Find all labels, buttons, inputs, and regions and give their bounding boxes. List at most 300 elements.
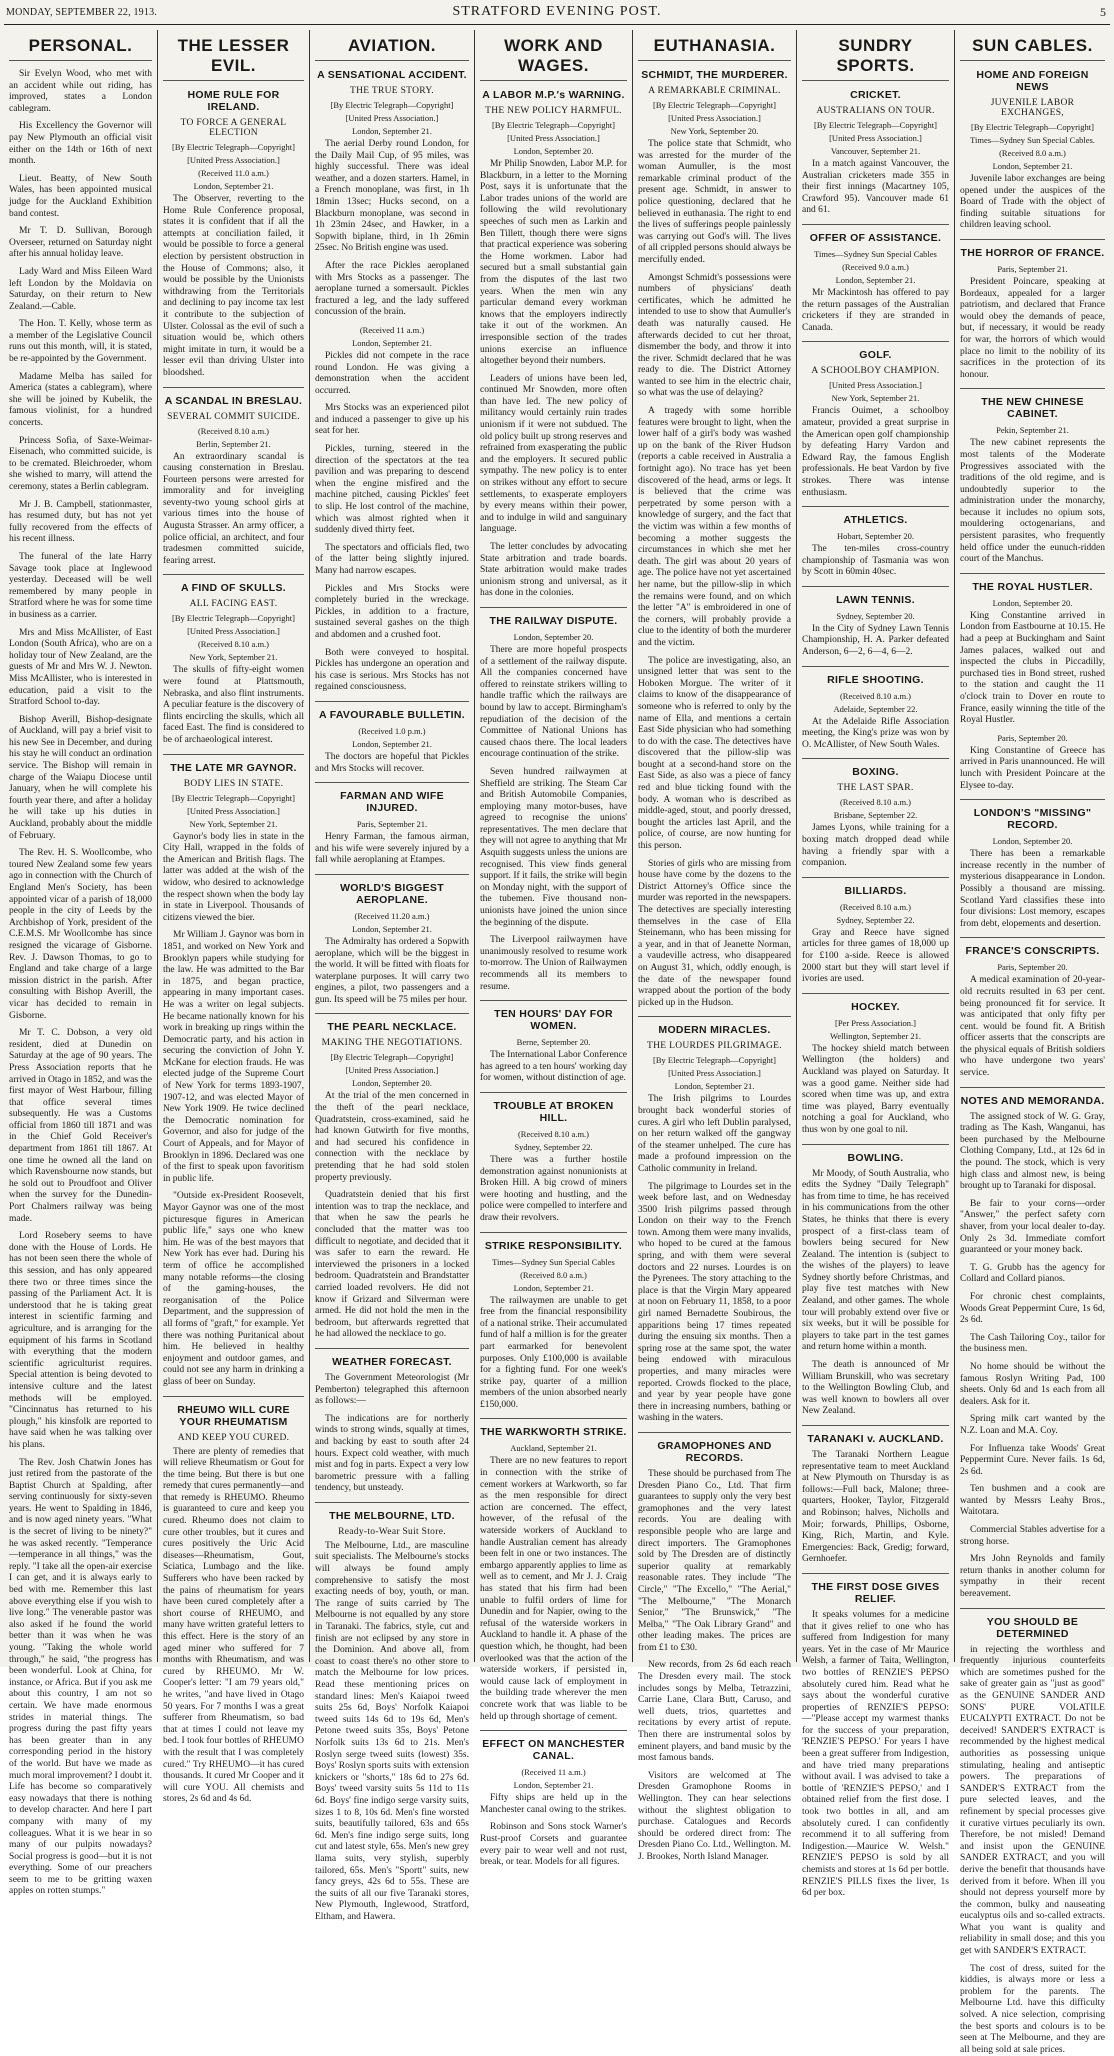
article-headline: WORLD'S BIGGEST AEROPLANE. [340,881,444,906]
dateline: London, September 21. [193,181,274,191]
article-subheading: THE NEW POLICY HARMFUL. [485,106,622,116]
article-paragraph: Mrs and Miss McAllister, of East London (South Africa), who are on a holiday tour of New Zealand, are the guests of Mr and Mrs W. J. Newton. Miss McAllister, who is interested in education, paid a visit to the Stratford School to-day. [9,627,152,708]
article-headline: THE HORROR OF FRANCE. [960,246,1105,259]
article-paragraph: The police state that Schmidt, who was arrested for the murder of the woman Aumuller, is the most remarkable criminal product of the present age. Schmidt, in answer to police questioning, declared that he believed in euthanasia. The right to end the lives of sufferings people painlessly was carrying out God's will. The lives of all crippled persons should always be mercifully ended. [638,139,791,265]
article [802,877,949,986]
article-paragraph: The aerial Derby round London, for the Daily Mail Cup, of 95 miles, was highly successful. There was ideal weather, and a dozen starters. Hamel, in a French monoplane, was first, in 1h 18min 13sec; Hucks second, on a Blackburn monoplane, was second in 1h 23min 24sec, and Hawker, in a Sopwith biplane, third, in 1h 26min 25sec. No British engine was used. [315,139,469,254]
dateline: [United Press Association.] [829,380,922,391]
article [315,701,469,775]
dateline: London, September 21. [992,161,1073,171]
dateline: (Received 11 a.m.) [359,324,425,335]
article-paragraph: Sir Evelyn Wood, who met with an accident while out riding, has improved, states a London cablegram. [9,69,152,114]
dateline: London, September 21. [352,738,432,749]
dateline: (Received 8.0 a.m.) [999,148,1066,158]
article-paragraph: At the Adelaide Rifle Association meeting, the King's prize was won by O. McAllister, of New South Wales. [802,716,949,750]
masthead [0,0,1114,28]
dateline: Sydney, September 20. [836,610,915,621]
article-divider [960,937,1105,938]
dateline: [Per Press Association.] [835,1017,916,1028]
columns-container [4,30,1110,2055]
article-divider [960,799,1105,800]
article [960,799,1105,930]
article-divider [315,782,469,783]
dateline: [United Press Association.] [187,805,280,816]
dateline: Brisbane, September 22. [833,810,918,821]
dateline: Berlin, September 21. [196,438,271,449]
article-divider [163,574,304,575]
column-title: THE LESSER EVIL. [163,36,304,81]
article-paragraph: Fifty ships are held up in the Manchester canal owing to the strikes. [480,1793,627,1815]
article-paragraph: Henry Farman, the famous airman, and his wife were severely injured by a fall while aeroplaning at Etampes. [315,832,469,866]
column-lesser-evil [157,30,309,1805]
article-paragraph: The ten-miles cross-country championship of Tasmania was won by Scott in 60min 40sec. [802,544,949,578]
article [960,239,1105,381]
article [315,874,469,1007]
article [802,341,949,499]
article-paragraph: Stories of girls who are missing from house have come by the dozens to the District Attorney's Office since the murder was reported in the newspapers. The detectives are specially interesting themselves in the case of Ella Steinemann, who has been missing for a year, and in that of Jeanette Norman, a vaudeville actress, who disappeared on August 31, which, oddly enough, is the date of the newspaper found wrapped about the portion of the body picked up in the Hudson. [638,858,791,1008]
dateline: (Received 8.0 a.m.) [520,1269,587,1280]
article-paragraph: in rejecting the worthless and frequently injurious counterfeits which are sometimes pushed for the sake of greater gain as "just as good" as the GENUINE SANDER AND SONS' PURE VOLATILE EUCALYPTI EXTRACT. Do not be deceived! SANDER'S EXTRACT is recommended by the highest medical authorities as possessing unique stimulating, healing and antiseptic powers. The preparations of SANDER'S EXTRACT from the pure selected leaves, and the refinement by special processes give it curative virtues peculiarly its own. Therefore, be not misled! Demand and insist upon the GENUINE SANDER EXTRACT, and you will derive the benefit that thousands have derived from it before. When ill you should not depress yourself more by the common, bulky and nauseating eucalyptus oils and so-called extracts. What you want is quality and reliability in small dose; and this you get with SANDER'S EXTRACT. [960,1644,1105,1957]
article-headline: WEATHER FORECAST. [332,1355,452,1368]
article-paragraph: Both were conveyed to hospital. Pickles has undergone an operation and his case is serious. Mrs Stocks has not regained consciousness. [315,647,469,693]
article [638,1432,791,1864]
article-paragraph: Mr J. B. Campbell, stationmaster, has resumed duty, but has not yet fully recovered from the effects of his recent illness. [9,499,152,545]
article-paragraph: Mr Mackintosh has offered to pay the return passages of the Australian cricketers if they are stranded in Canada. [802,287,949,333]
article-headline: A SENSATIONAL ACCIDENT. [317,69,467,81]
dateline: Paris, September 20. [997,732,1068,743]
article-paragraph: There are more hopeful prospects of a settlement of the railway dispute. All the companies concerned have offered to reinstate strikers willing to handle traffic which the railways are bound by law to accept. Birmingham's repudiation of the decision of the Committee of National Unions has caused chaos there. The local leaders encourage continuation of the strike. [480,644,627,760]
article-divider [163,1396,304,1397]
article-subheading: A SCHOOLBOY CHAMPION. [811,366,940,377]
article-subheading: ALL FACING EAST. [189,599,278,610]
article-headline: TEN HOURS' DAY FOR WOMEN. [494,1008,613,1033]
article-divider [480,1092,627,1093]
dateline: [United Press Association.] [345,113,439,123]
article-subheading: A REMARKABLE CRIMINAL. [648,86,781,96]
dateline: Sydney, September 22. [836,914,915,925]
dateline: (Received 8.10 a.m.) [839,690,912,701]
article [802,993,949,1137]
issue-date: MONDAY, SEPTEMBER 22, 1913. [6,7,157,18]
dateline: [By Electric Telegraph—Copyright] [971,122,1094,132]
article-headline: HOCKEY. [851,1000,900,1013]
article-divider [802,666,949,667]
dateline: (Received 1.0 p.m.) [358,725,426,736]
article-paragraph: New records, from 2s 6d each reach The Dresden every mail. The stock includes songs by Melba, Tetrazzini, Carrie Lane, Clara Butt, Caruso, and well duets, trios, quartettes and recitations by every artist of repute. Then there are instrumental solos by eminent players, and band music by the most famous bands. [638,1660,791,1764]
article-paragraph: Pickles did not compete in the race round London. He was giving a demonstration when the accident occurred. [315,350,469,396]
article-paragraph: The cost of dress, suited for the kiddies, is always more or less a problem for the parents. The Melbourne Ltd. have this difficulty solved. A nice selection, comprising the best sports and colours is to be seen at The Melbourne, and they are all being sold at sale prices. [960,1963,1105,2055]
article-divider [802,1144,949,1145]
article [163,89,304,380]
dateline: London, September 20. [352,1078,432,1089]
article-paragraph: The Irish pilgrims to Lourdes brought back wonderful stories of cures. A girl who left Dublin paralysed, on her return walked off the gangway of the steamer unhelped. The cure has made a profound impression on the Catholic community in Ireland. [638,1094,791,1174]
article-headline: BOWLING. [847,1151,904,1164]
dateline: London, September 21. [352,337,432,348]
dateline: Paris, September 21. [997,263,1068,274]
dateline: [United Press Association.] [668,113,761,123]
article-paragraph: There has been a remarkable increase recently in the number of mysterious disappearance in London. Possibly a thousand are missing. Scotland Yard classifies these into four divisions: Lost memory, escapes from debt, elopements and desertion. [960,849,1105,929]
article-subheading: AUSTRALIANS ON TOUR. [816,106,935,116]
article-divider [802,506,949,507]
article-paragraph: Pickles and Mrs Stocks were completely buried in the wreckage. Pickles, in addition to a fracture, sustained several gashes on the thigh and abdomen and a crushed foot. [315,583,469,640]
article-paragraph: Visitors are welcomed at The Dresden Gramophone Rooms in Wellington. They can hear selections without the slightest obligation to purchase. Catalogues and Records should be ordered direct from: The Dresden Piano Co. Ltd., Wellington. M. J. Brookes, North Island Manager. [638,1770,791,1862]
dateline: London, September 20. [992,597,1073,608]
article [802,89,949,217]
article [163,387,304,568]
article-headline: LAWN TENNIS. [836,593,915,606]
article-headline: FRANCE'S CONSCRIPTS. [965,945,1100,958]
newspaper-title: STRATFORD EVENING POST. [452,4,662,19]
article-headline: THE MELBOURNE, LTD. [329,1509,455,1522]
dateline: Times—Sydney Sun Special Cables [814,248,937,259]
article-headline: FARMAN AND WIFE INJURED. [340,790,444,815]
article-divider [802,877,949,878]
article-divider [480,1418,627,1419]
article-paragraph: The Observer, reverting to the Home Rule Conference proposal, states it is confident that if all the attempts at conciliation failed, it would be possible to force a general election by persistent obstruction in the House of Commons; also, it would be possible by the Unionists withdrawing from the Territorials and declining to pay income tax lest it contribute to the subjection of Ulster. Colossal as the evil of such a situation would be, which others might imitate in turn, it would be a lesser evil than driving Ulster into bloodshed. [163,194,304,378]
article-paragraph: The new cabinet represents the most talents of the Moderate Progressives associated with the traditions of the old regime, and is undoubtedly superior to the administration under the monarchy, because it includes no opium sots, mouldering octogenarians, and persistent parasites, who frequently held office under the eunuch-ridden court of the Manchus. [960,438,1105,565]
article [960,573,1105,727]
article-paragraph: Gaynor's body lies in state in the City Hall, wrapped in the folds of the American and British flags. The latter was added at the wish of the widow, who desired to acknowledge the respect shown when the body lay in state in Liverpool. Thousands of citizens viewed the bier. [163,831,304,923]
article-headline: THE WARKWORTH STRIKE. [480,1426,627,1439]
column-sundry-sports [796,30,954,1899]
article [163,1396,304,1806]
dateline: New York, September 21. [189,818,278,829]
column-title: EUTHANASIA. [638,36,791,61]
article-paragraph: Lieut. Beatty, of New South Wales, has been appointed musical judge for the Auckland Exhibition band contest. [9,173,152,219]
article-paragraph: The death is announced of Mr William Brunskill, who was secretary to the Wellington Bowling Club, and was well known to bowlers all over New Zealand. [802,1360,949,1417]
column-title: SUN CABLES. [960,36,1105,61]
column-title: WORK AND WAGES. [480,36,627,81]
article-subheading: AND KEEP YOU CURED. [177,1432,290,1443]
article-paragraph: Commercial Stables advertise for a strong horse. [960,1525,1105,1547]
article-headline: LONDON'S "MISSING" RECORD. [973,807,1092,832]
article-paragraph: James Lyons, while training for a boxing match dropped dead while having a friendly spar with a companion. [802,823,949,869]
dateline: Paris, September 21. [356,819,428,830]
article-paragraph: The Rev. Josh Chatwin Jones has just retired from the pastorate of the Baptist Church at Spalding, after serving continuously for sixty-seven years. He went to Spalding in 1846, and is now aged ninety years. "What is the secret of living to be ninety?" he was asked recently. "Temperance—temperance in all things," was the reply. "I take all the open-air exercise I can get, and it is always early to bed with me. Remember this last above everything else if you wish to live long." The venerable pastor was also asked if he found the world better than it was when he was young. "Taking the whole world through," he said, "the progress has been wonderful. Look at China, for instance, or Africa. But if you ask me about this country, I am not so certain. We have made enormous strides in material things. The progress during the past fifty years has been greater than in any corresponding period in the history of the world. But have we made as much moral improvement? I doubt it. Life has become so comparatively easy nowadays that there is nothing to develop character. And here I part company with many of my colleagues. What it is we hear in so many of our pulpits nowadays? Social progress is good—but it is not everything. Some of our preachers seem to me to be gritting waxen apples on rotten stumps." [9,1457,152,1897]
article-paragraph: Seven hundred railwaymen at Sheffield are striking. The Steam Car and British Automobile Companies, employing many motor-buses, have agreed to recognise the unions' representatives. The men declare that they will not agree to anything that Mr Asquith suggests unless the unions are recognised. This view finds general support. If it fails, the strike will begin on Monday night, with the support of the tubemen. Five thousand non-unionists have joined the union since the beginning of the dispute. [480,766,627,928]
article [480,1730,627,1869]
article-divider [802,586,949,587]
article-paragraph: Quadratstein denied that his first intention was to trap the necklace, and that when he saw the pearls he concluded that the matter was too difficult to negotiate, and decided that it was safer to earn the reward. He interviewed the prisoners in a locked bedroom. Quadratstein and Brandstatter carried loaded revolvers. He did not know if Grizard and Silverman were armed. He did not hold the men in the bedroom, but afterwards regretted that he had allowed the necklace to go. [315,1190,469,1340]
article-headline: EFFECT ON MANCHESTER CANAL. [482,1738,625,1763]
article-headline: A FIND OF SKULLS. [180,582,287,595]
article [480,89,627,600]
article-headline: TROUBLE AT BROKEN HILL. [493,1099,614,1124]
article-paragraph: A tragedy with some horrible features were brought to light, when the lower half of a girl's body was washed up on the bank of the River Hudson (reports a cable received in Australia a fortnight ago). No trace has yet been discovered of the head, arms or legs. It is believed that the crime was perpetrated by some person with a knowledge of surgery, and the fact that the victim was within a few months of becoming a mother suggests the circumstances in which she met her death. The girl was about 20 years of age. The police have not yet ascertained her name, but the pillow-slip in which the remains were found, and on which the letter "A" is embroidered in one of the corners, will probably provide a clue to the identity of both the murderer and the victim. [638,406,791,648]
article [960,1608,1105,2056]
article-paragraph: Madame Melba has sailed for America (states a cablegram), where she will be joined by Kubelik, the famous violinist, for a hundred concerts. [9,371,152,429]
article-headline: THE ROYAL HUSTLER. [972,580,1093,593]
article-divider [802,1573,949,1574]
article-subheading: TO FORCE A GENERAL ELECTION [180,118,287,138]
dateline: [By Electric Telegraph—Copyright] [492,120,615,130]
page-number: 5 [1100,5,1106,19]
article-divider [960,573,1105,574]
article-paragraph: Be fair to your corns—order "Answer," the perfect safety corn shaver, from your local dealer to-day. Only 2s 3d. Immediate comfort guaranteed or your money back. [960,1198,1105,1256]
dateline: London, September 21. [352,126,432,136]
dateline: [By Electric Telegraph—Copyright] [172,792,295,803]
article-headline: A SCANDAL IN BRESLAU. [164,394,303,407]
article-subheading: THE LOURDES PILGRIMAGE. [647,1041,782,1052]
article-headline: HOME AND FOREIGN NEWS [976,69,1089,93]
article-paragraph: Amongst Schmidt's possessions were numbers of physicians' death certificates, which he admitted he intended to use to show that Aumuller's death was naturally caused. He afterwards decided to cut her throat, dismember the body, and throw it into the river. Schmidt declared that he was ready to die. The District Attorney wanted to see him in the electric chair, so what was the use of delaying? [638,272,791,399]
dateline: (Received 8.10 a.m.) [197,639,270,650]
article [315,1013,469,1340]
article-divider [802,758,949,759]
article [960,388,1105,566]
article-divider [480,1730,627,1731]
dateline: Times—Sydney Sun Special Cables. [970,135,1095,145]
column-title: SUNDRY SPORTS. [802,36,949,81]
article-paragraph: The Hon. T. Kelly, whose term as a member of the Legislative Council runs out this month, will, it is stated, be re-appointed by the Government. [9,319,152,365]
article-headline: TARANAKI v. AUCKLAND. [807,1433,944,1445]
article-paragraph: T. G. Grubb has the agency for Collard and Collard pianos. [960,1262,1105,1285]
article-paragraph: Lord Rosebery seems to have done with the House of Lords. He has not been seen there the whole of this session, and has only appeared there two or three times since the passing of the Parliament Act. It is understood that he is taking great interest in scientific farming and agriculture, and is arranging for the equipment of his farms in Scotland with everything that the modern scientific agriculturist requires. Special attention is being devoted to intensive culture and the latest methods will be employed. "Cincinnatus has returned to his plough," his kinsfolk are reported to have said when he was talking over his plans. [9,1231,152,1450]
column-aviation [309,30,474,1922]
dateline: London, September 21. [513,1780,594,1791]
article-paragraph: Lady Ward and Miss Eileen Ward left London by the Moldavia on Saturday, on their return to New Zealand.—Cable. [9,266,152,312]
article-headline: MODERN MIRACLES. [658,1024,771,1037]
article-paragraph: Robinson and Sons stock Warner's Rust-proof Corsets and guarantee every pair to wear well and not rust, break, or tear. Models for all figures. [480,1822,627,1868]
article-paragraph: President Poincare, speaking at Bordeaux, appealed for a larger patriotism, and declared that France would obey the demands of peace, but, if necessary, it would be ready for war, the horrors of which would place no limit to the nobility of its sacrifices in the protection of its honour. [960,276,1105,380]
article-paragraph: The doctors are hopeful that Pickles and Mrs Stocks will recover. [315,751,469,774]
dateline: Sydney, September 22. [514,1141,593,1152]
article-paragraph: The spectators and officials fled, two of the latter being slightly injured. Many had narrow escapes. [315,542,469,576]
article-subheading: JUVENILE LABOR EXCHANGES, [990,98,1075,118]
column-personal [4,30,157,1897]
article-divider [960,388,1105,389]
article [960,1087,1105,1601]
article-paragraph: There are no new features to report in connection with the strike of cement workers at Warkworth, so far as the men responsible for direct action are concerned. The effect, however, of the refusal of the waterside workers of Auckland to handle Australian cement has already been felt in one or two instances. The embargo apparently applies to lime as well as to cement, and Mr J. J. Craig has stated that his firm had been unable to fulfil orders of lime for Dunedin and for Napier, owing to the refusal of the waterside workers in Auckland to handle it. A phase of the question which, he thought, had been overlooked was that the action of the waterside workers, if persisted in, would cause lack of employment in the building trade wherever the men concrete work that was liable to be held up through shortage of cement. [480,1456,627,1722]
article [802,666,949,752]
article-divider [802,1425,949,1426]
article-headline: THE FIRST DOSE GIVES RELIEF. [811,1580,940,1605]
article-paragraph: At the trial of the men concerned in the theft of the pearl necklace, Quadratstein, cross-examined, said he had known Gutwirth for five months, and had secured his confidence in connection with the necklace by pretending that he had sold stolen property previously. [315,1091,469,1183]
dateline: Pekin, September 21. [996,425,1069,436]
article-divider [802,224,949,225]
dateline: [By Electric Telegraph—Copyright] [330,1052,454,1063]
article-divider [960,1087,1105,1088]
article-paragraph: Bishop Averill, Bishop-designate of Auckland, will pay a brief visit to his new See in December, and during his stay he will conduct an ordination service. The Bishop will remain in charge of the Waiapu Diocese until January, when he will complete his fourth year there, and after a holiday he will take up his duties in Auckland, probably about the middle of February. [9,714,152,841]
article-paragraph: Mr T. C. Dobson, a very old resident, died at Dunedin on Saturday at the age of 90 years. The Press Association reports that he arrived in Otago in 1852, and was the first mayor of West Harbour, filling that office several times subsequently. He was a Customs official from 1860 till 1871 and was in the Chief Gold Receiver's department from 1861 till 1867. At one time he owned all the land on which Ravensbourne now stands, but he sold out to Proudfoot and Oliver when the survey for the Dunedin-Port Chalmers railway was being made. [9,1028,152,1224]
article-divider [480,1000,627,1001]
article-divider [802,993,949,994]
article-paragraph: Mrs Stocks was an experienced pilot and induced a passenger to give up his seat for her. [315,403,469,437]
article [802,1425,949,1566]
article-divider [480,607,627,608]
article-paragraph: Mrs John Reynolds and family return thanks in another column for sympathy in their recent bereavement. [960,1554,1105,1600]
article-headline: ATHLETICS. [843,514,908,527]
article-divider [163,754,304,755]
dateline: (Received 11.20 a.m.) [354,910,430,921]
article-paragraph: The skulls of fifty-eight women were found at Plattsmouth, Nebraska, and also flint instruments. A peculiar feature is the discovery of flints encircling the skulls, which all faced East. The find is considered to be of archaeological interest. [163,665,304,745]
article-paragraph: Mr William J. Gaynor was born in 1851, and worked on New York and Brooklyn papers while studying for the law. He was admitted to the Bar in 1875, and began practice, appearing in many important cases. He was a writer on legal subjects. He became nationally known for his work in breaking up rings within the Democratic party, and his action in securing the conviction of John Y. McKane for election frauds. He was elected judge of the Supreme Court of New York for terms 1893-1907, 1907-12, and was elected Mayor of New York 1909. He twice declined the Democratic nomination for Governor, and also for judge of the Court of Appeals, and for Mayor of Brooklyn in 1896. Declared was one of the first to speak upon favoritism in public life. [163,930,304,1184]
article-paragraph: An extraordinary scandal is causing consternation in Breslau. Fourteen persons were arrested for immorality and for inveigling seventy-two young school girls at various times into the house of Augusta Strasser. An army officer, a police official, an architect, and four tradesmen committed suicide, fearing arrest. [163,451,304,566]
article-headline: A LABOR M.P.'s WARNING. [482,89,625,101]
article-headline: BILLIARDS. [844,884,907,897]
article-divider [638,1432,791,1433]
article-paragraph: No home should be without the famous Roslyn Writing Pad, 100 sheets. Only 6d and 1s each from all dealers. Ask for it. [960,1361,1105,1407]
article-paragraph: The Liverpool railwaymen have unanimously resolved to resume work to-morrow. The Union of Railwaymen recommends all its members to resume. [480,935,627,992]
dateline: London, September 21. [352,923,432,934]
article-paragraph: There was a further hostile demonstration against nonunionists at Broken Hill. A big crowd of miners were hooting and hustling, and the police were compelled to interfere and draw their revolvers. [480,1154,627,1223]
article [960,69,1105,232]
dateline: Berne, September 20. [516,1037,591,1048]
article-headline: THE LATE MR GAYNOR. [170,761,297,774]
dateline: Vancouver, September 21. [830,146,921,156]
article-divider [315,874,469,875]
article-paragraph: The pilgrimage to Lourdes set in the week before last, and on Wednesday 3500 Irish pilgrims passed through London on their way to the French town. Among them were many invalids, who hoped to be cured at the famous spring, and with them were several doctors and 22 nurses. Lourdes is on the Pyrenees. The story attaching to the place is that the Virgin Mary appeared at noon on February 11, 1858, to a poor girl named Bernadette Soubirous, the apparitions being 17 times repeated during the ensuing six months. Then a spring rose at the same spot, the water being endowed with miraculous properties, and many miracles were reported. Crowds flocked to the place, and year by year people have gone there in increasing numbers, bathing or washing in the waters. [638,1181,791,1424]
article-headline: SCHMIDT, THE MURDERER. [641,69,788,81]
dateline: [By Electric Telegraph—Copyright] [653,100,776,110]
article-paragraph: These should be purchased from The Dresden Piano Co., Ltd. That firm guarantees to supply only the very best gramophones and the very latest records. You are dealing with responsible people who are large and direct importers. The Gramophones sold by The Dresden are of distinctly superior quality at remarkably reasonable rates. They include "The Circle," "The Excello," "The Aerial," "The Melbourne," "The Monarch Senior," "The Brunswick," "The Melba," "The Oak Library Grand" and other leading makes. The prices are from £1 to £30. [638,1468,791,1653]
article-headline: CRICKET. [850,89,901,101]
article [163,754,304,1389]
article-paragraph: Mr Philip Snowden, Labor M.P. for Blackburn, in a letter to the Morning Post, says it is unfortunate that the Labor trades unions of the world are following the wild revolutionary speeches of such men as Larkin and Ben Tillett, though there were signs that practical experience was sobering the Home workmen. Labor had secured but a small substantial gain from the disputes of the last two years. When the men win any particular demand every workman knows that the employers indirectly take it out of the workmen. An irresponsible section of the trades unions exercise an influence altogether beyond their numbers. [480,159,627,367]
dateline: Adelaide, September 22. [833,703,918,714]
dateline: [United Press Association.] [187,626,280,637]
dateline: (Received 11 a.m.) [521,1767,586,1778]
dateline: Hobart, September 20. [837,531,914,542]
article [802,506,949,579]
article-paragraph: Mr T. D. Sullivan, Borough Overseer, returned on Saturday night after his annual holiday leave. [9,226,152,260]
article-paragraph: King Constantine arrived in London from Eastbourne at 10.15. He had a peep at Buckingham and Saint James palaces, walked out and inspected the clubs in Piccadilly, purchased ties in Bond street, rushed to the station and caught the 11 o'clock train to Dover en route to France, easily winning the title of the Royal Hustler. [960,610,1105,726]
article [9,69,152,1898]
article-paragraph: There are plenty of remedies that will relieve Rheumatism or Gout for the time being. But there is but one remedy that cures permanently—and that remedy is RHEUMO. Rheumo is guaranteed to cure and keep you cured. Rheumo does not claim to cure other troubles, but it cures and cures positively the Uric Acid diseases—Rheumatism, Gout, Sciatica, Lumbago and the like. Sufferers who have been racked by the pains of rheumatism for years have been cured completely after a short course of RHEUMO, and many have written grateful letters to this effect. Here is the story of an aged miner who suffered for 7 months with Rheumatism, and was cured by RHEUMO. Mr W. Cooper's letter: "I am 79 years old," he writes, "and have lived in Otago 50 years. For 7 months I was a great sufferer from Rheumatism, so bad that at times I could not leave my bed. I took four bottles of RHEUMO with the result that I was completely cured." Try RHEUMO—it has cured thousands. It cured Mr Cooper and it will cure YOU. All chemists and stores, 2s 6d and 4s 6d. [163,1446,304,1805]
article-paragraph: "Outside ex-President Roosevelt, Mayor Gaynor was one of the most picturesque figures in American public life," says one who knew him. He was of the best mayors that New York has ever had. During his term of office he accomplished many notable reforms—the closing of the gaming-houses, the reorganisation of the Police Department, and the suppression of all forms of "graft," for example. Yet there was nothing Puritanical about him. He believed in healthy enjoyment and outdoor games, and could not see any harm in drinking a glass of beer on Sunday. [163,1191,304,1387]
dateline: [United Press Association.] [187,155,280,165]
article-headline: THE NEW CHINESE CABINET. [981,396,1084,421]
article [480,1418,627,1723]
article-divider [480,1232,627,1233]
article-paragraph: Gray and Reece have signed articles for three games of 18,000 up for £100 a-side. Reece is allowed 2000 start but they will start level if ivories are used. [802,927,949,985]
dateline: (Received 9.0 a.m.) [842,261,909,272]
article-divider [960,1608,1105,1609]
article-paragraph: The Taranaki Northern League representative team to meet Auckland at New Plymouth on Thursday is as follows:—Full back, Malone; three-quarters, Hooker, Taylor, Fitzgerald and Robinson; halves, Nicholls and Moir; forwards, Phillips, Osborne, King, Rich, Martin, and Kyle. Emergencies: Back, Gredig; forward, Gernhoefer. [802,1450,949,1565]
article-subheading: THE TRUE STORY. [350,86,434,96]
dateline: Times—Sydney Sun Special Cables [492,1256,615,1267]
column-euthanasia [632,30,796,1862]
dateline: London, September 20. [513,146,594,156]
article-paragraph: The Rev. H. S. Woollcombe, who toured New Zealand some few years ago in connection with the Church of England Men's Society, has been appointed vicar of a parish of 18,000 people in the city of Leeds by the Archbishop of York, president of the C.E.M.S. Mr Woollcombe has since resigned the vicarage of Gisborne. Rev. J. Dawson Thomas, to go to England and take charge of a large mission district in the parish. After consulting with Bishop Averill, the vicar has decided to remain in Gisborne. [9,848,152,1021]
article-paragraph: Juvenile labor exchanges are being opened under the auspices of the Board of Trade with the object of finding suitable situations for children leaving school. [960,174,1105,231]
dateline: [By Electric Telegraph—Copyright] [172,142,295,152]
article-paragraph: The Melbourne, Ltd., are masculine suit specialists. The Melbourne's stocks will always be found amply comprehensive to satisfy the most exacting needs of boy, youth, or man. The range of suits carried by The Melbourne is not equalled by any store in Taranaki. The fabrics, style, cut and finish are not eclipsed by any store in the Dominion. And above all, from coast to coast there's no other store to match the Melbourne for low prices. Read these mentioning prices on standard lines: Men's Kaiapoi tweed suits 25s 6d, Boys' Norfolk Kaiapoi tweed suits 14s 6d to 19s 6d, Men's Petone tweed suits 35s, Boys' Petone Norfolk suits 13s 6d to 21s. Men's Roslyn serge tweed suits (lowest) 35s. Boys' Roslyn sports suits with extension knickers or "shorts," 18s 6d to 27s 6d. Boys' tweed varsity suits 5s 11d to 11s 6d. Boys' fine indigo serge varsity suits, sizes 1 to 8, 10s 6d. Men's fine worsted suits, beautifully tailored, 63s and 65s 6d. Men's fine indigo serge suits, long cut and latest style, 65s. Men's new grey llama suits, very stylish, superbly tailored, 65s. Men's "Sportt" suits, new fancy greys, 42s 6d to 55s. These are the suits of all our five Taranaki stores, New Plymouth, Inglewood, Stratford, Eltham, and Hawera. [315,1540,469,1922]
article-paragraph: The letter concludes by advocating State arbitration and trade boards. State arbitration would make trades unionism strong and universal, as it has done in the colonies. [480,542,627,599]
article-paragraph: After the race Pickles aeroplaned with Mrs Stocks as a passenger. The aeroplane turned a somersault. Pickles fractured a leg, and the lady suffered concussion of the brain. [315,260,469,318]
article-divider [315,701,469,702]
article-paragraph: The assigned stock of W. G. Gray, trading as The Kash, Wanganui, has been purchased by the Melbourne Clothing Company, Ltd., at 12s 6d in the pound. The stock, which is very high class and almost new, is being brought up to Taranaki for disposal. [960,1111,1105,1192]
article-paragraph: In a match against Vancouver, the Australian cricketers made 355 in their first innings (Macartney 105, Crawford 95). Vancouver made 61 and 61. [802,159,949,216]
article [960,937,1105,1079]
article-headline: GOLF. [859,349,892,362]
article-headline: BOXING. [852,766,899,779]
article-paragraph: The police are investigating, also, an unsigned letter that was sent to the Hoboken Morgue. The writer of it claims to know of the disappearance of someone who is referred to only by the name of Ella, and mentions a certain East Side physician who had something to do with the case. The detectives have discovered that the pillow-slip was bought at a second-hand store on the East Side, as also was a piece of fancy red and blue ticking found with the body. A woman who is described as middle-aged, stout, and poorly dressed, bought the articles last April, and the police, of course, are now hunting for this person. [638,655,791,852]
article-headline: YOU SHOULD BE DETERMINED [986,1615,1079,1640]
dateline: (Received 8.10 a.m.) [197,425,270,436]
article [802,1573,949,1900]
article-paragraph: The railwaymen are unable to get free from the financial responsibility of a national strike. Their accumulated fund of half a million is for the greater part earmarked for benevolent purposes. Only £100,000 is available for a fighting fund. For one week's strike pay, quarter of a million members of the union absorbed nearly £150,000. [480,1295,627,1410]
article-subheading: MAKING THE NEGOTIATIONS. [321,1038,463,1049]
dateline: [By Electric Telegraph—Copyright] [330,100,454,110]
article-paragraph: For chronic chest complaints, Woods Great Peppermint Cure, 1s 6d, 2s 6d. [960,1291,1105,1326]
dateline: Wellington, September 21. [830,1030,921,1041]
dateline: [By Electric Telegraph—Copyright] [814,120,937,130]
article-paragraph: For Influenza take Woods' Great Peppermint Cure. Never fails. 1s 6d, 2s 6d. [960,1443,1105,1477]
article [480,1232,627,1412]
article-paragraph: A medical examination of 20-year-old recruits resulted in 63 per cent. being pronounced fit for service. It was anticipated that only fifty per cent. would be found fit. A British officer asserts that the conscripts are the physical equals of British soldiers who have undergone two years' service. [960,975,1105,1079]
article-subheading: THE LAST SPAR. [837,783,914,794]
article [480,607,627,993]
article-headline: STRIKE RESPONSIBILITY. [484,1239,623,1252]
dateline: [United Press Association.] [829,133,922,143]
article [802,586,949,659]
article-paragraph: Princess Sofia, of Saxe-Weimar-Eisenach, who committed suicide, is to be cremated. Bleichroeder, whom she wished to marry, will attend the ceremony, states a Berlin cablegram. [9,435,152,492]
article-paragraph: The indications are for northerly winds to strong winds, squally at times, and backing by east to south after 24 hours. Expect cold weather, with much mist and fog in parts. Expect a very low barometric pressure with a falling tendency, but unsteady. [315,1413,469,1494]
dateline: (Received 8.10 a.m.) [517,1128,590,1139]
dateline: New York, September 21. [189,652,278,663]
article-paragraph: Mr Moody, of South Australia, who edits the Sydney "Daily Telegraph" has from time to time, he has received in his communications from the other States, he thinks that there is every prospect of a first-class team of bowlers being secured for New Zealand. The intention is (subject to the wishes of the players) to leave Sydney shortly before Christmas, and play five test matches with New Zealand, and other games. The whole tour will probably extend over five or six weeks, but it will be possible for players to take part in the test games and return home within a month. [802,1168,949,1353]
article-divider [638,1016,791,1017]
dateline: London, September 20. [513,631,594,642]
article-headline: THE PEARL NECKLACE. [327,1021,457,1034]
article [638,69,791,1009]
dateline: [United Press Association.] [507,133,600,143]
dateline: London, September 21. [835,274,916,285]
article-headline: THE RAILWAY DISPUTE. [489,614,618,627]
article-divider [315,1013,469,1014]
dateline: [United Press Association.] [345,1065,439,1076]
article [802,1144,949,1418]
article [315,1348,469,1495]
article [315,325,469,694]
article [960,733,1105,792]
article [638,1016,791,1425]
article-headline: HOME RULE FOR IRELAND. [187,89,280,113]
article [315,782,469,867]
article-headline: GRAMOPHONES AND RECORDS. [657,1439,772,1464]
article-headline: NOTES AND MEMORANDA. [960,1094,1105,1107]
article-paragraph: Spring milk cart wanted by the N.Z. Loan and M.A. Coy. [960,1414,1105,1436]
article [802,224,949,334]
article-paragraph: It speaks volumes for a medicine that it gives relief to one who has suffered from Indigestion for many years. Yet in the case of Mr Maurice Welsh, a farmer of Taita, Wellington, two bottles of RENZIE'S PEPSO absolutely cured him. Read what he says about the wonderful curative properties of RENZIE'S PEPSO:—"Please accept my warmest thanks for the success of your preparation, 'RENZIE'S PEPSO.' For years I have been a great sufferer from Indigestion, and have tried many preparations without avail. I was advised to take a bottle of 'RENZIE'S PEPSO,' and I obtained relief from the first dose. I took two bottles in all, and am absolutely cured. I can confidently recommend it to all suffering from Indigestion.—Maurice W. Welsh." RENZIE'S PEPSO is sold by all chemists and stores at 1s 6d per bottle. RENZIE'S PILLS fixes the liver, 1s 6d per box. [802,1609,949,1899]
article-paragraph: Leaders of unions have been led, continued Mr Snowden, more often than have led. The new policy of militancy would certainly ruin trades unionism if it were not subdued. The old policy built up strong reserves and refrained from exasperating the public and the employers. It secured public sympathy. The new policy is to enter on strikes without any effort to secure settlements, to exasperate employers by every means within their power, and to indulge in wild and sanguinary language. [480,373,627,535]
article [480,1092,627,1225]
dateline: Auckland, September 21. [510,1443,597,1454]
article-divider [802,341,949,342]
dateline: Paris, September 20. [997,962,1068,973]
dateline: [United Press Association.] [668,1068,761,1079]
article-paragraph: The hockey shield match between Wellington (the holders) and Auckland was played on Saturday. It was a good game. Neither side had scored when time was up, and extra time was played, Barry eventually notching a goal for Auckland, who thus won by one goal to nil. [802,1043,949,1135]
dateline: New York, September 20. [670,126,759,136]
article-paragraph: His Excellency the Governor will pay New Plymouth an official visit either on the 14th or 16th of next month. [9,121,152,167]
article-paragraph: Francis Ouimet, a schoolboy amateur, provided a great surprise in the American open golf championship by defeating Harry Vardon and Edward Ray, the famous English professionals. He beat Vardon by five strokes. There was intense enthusiasm. [802,406,949,498]
article [315,1502,469,1924]
article-divider [163,387,304,388]
article-paragraph: The International Labor Conference has agreed to a ten hours' working day for women, without distinction of age. [480,1050,627,1084]
article-headline: A FAVOURABLE BULLETIN. [318,708,465,721]
article-divider [960,239,1105,240]
article [480,1000,627,1085]
article-headline: RIFLE SHOOTING. [827,673,924,686]
article [163,574,304,746]
article-subheading: SEVERAL COMMIT SUICIDE. [167,411,300,422]
dateline: (Received 8.10 a.m.) [839,797,912,808]
article-paragraph: Ten bushmen and a cook are wanted by Messrs Leahy Bros., Waitotara. [960,1484,1105,1518]
article [802,758,949,869]
dateline: New York, September 21. [831,393,920,404]
column-sun-cables [954,30,1110,2055]
